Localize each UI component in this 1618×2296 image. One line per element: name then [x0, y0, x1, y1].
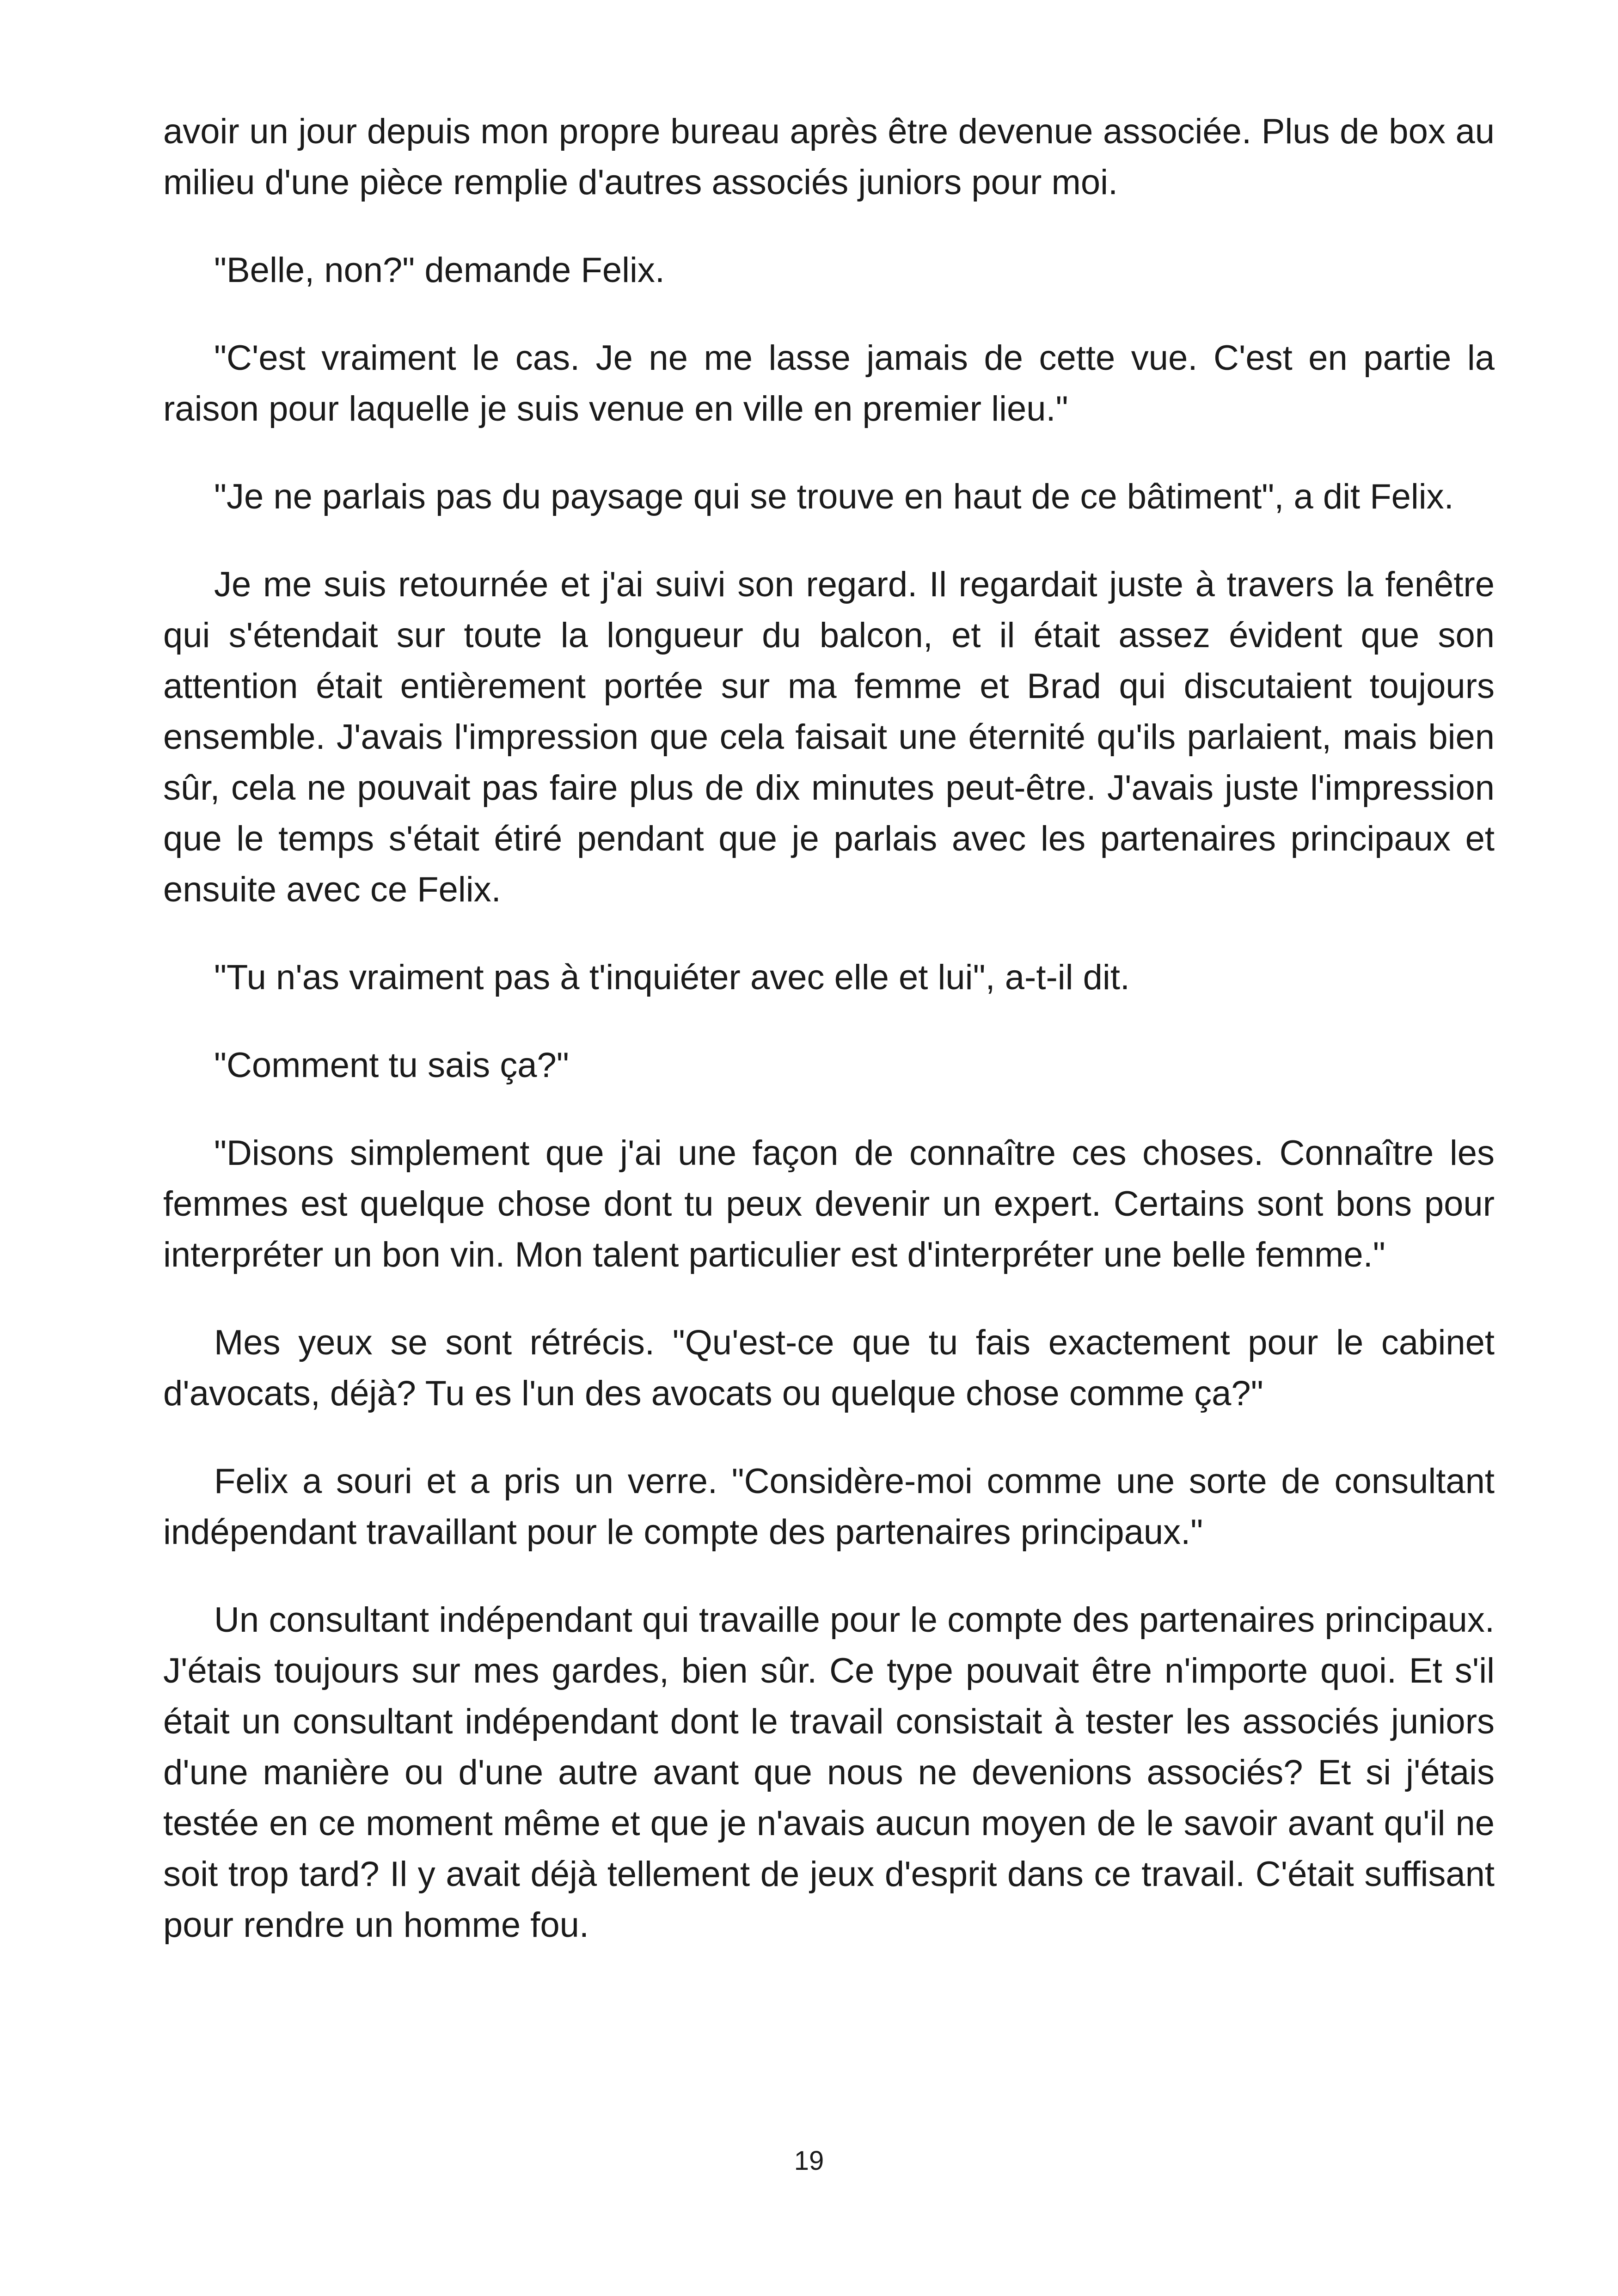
paragraph-narrative: Un consultant indépendant qui travaille pour le compte des partenaires principaux. J'étais toujours sur mes gardes, bien sûr. Ce type pouvait être n'importe quoi. Et s'il était un consultant indépendant dont le travail consistait à tester les associés juniors d'une manière ou d'une autre avant que nous ne devenions associés? Et si j'étais testée en ce moment même et que je n'avais aucun moyen de le savoir avant qu'il ne soit trop tard? Il y avait déjà tellement de jeux d'esprit dans ce travail. C'était suffisant pour rendre un homme fou.: [163, 1600, 1495, 1945]
paragraph-narrative: Mes yeux se sont rétrécis. "Qu'est-ce que tu fais exactement pour le cabinet d'avocats, déjà? Tu es l'un des avocats ou quelque chose comme ça?": [163, 1323, 1495, 1413]
paragraph-dialogue: "C'est vraiment le cas. Je ne me lasse jamais de cette vue. C'est en partie la raison pour laquelle je suis venue en ville en premier lieu.": [163, 338, 1495, 429]
paragraph-continuation: avoir un jour depuis mon propre bureau après être devenue associée. Plus de box au milieu d'une pièce remplie d'autres associés juniors pour moi.: [163, 112, 1495, 202]
paragraph-narrative: Je me suis retournée et j'ai suivi son regard. Il regardait juste à travers la fenêtre qui s'étendait sur toute la longueur du balcon, et il était assez évident que son attention était entièrement portée sur ma femme et Brad qui discutaient toujours ensemble. J'avais l'impression que cela faisait une éternité qu'ils parlaient, mais bien sûr, cela ne pouvait pas faire plus de dix minutes peut-être. J'avais juste l'impression que le temps s'était étiré pendant que je parlais avec les partenaires principaux et ensuite avec ce Felix.: [163, 565, 1495, 909]
paragraph-dialogue: "Tu n'as vraiment pas à t'inquiéter avec elle et lui", a-t-il dit.: [214, 958, 1130, 997]
paragraph-narrative: Felix a souri et a pris un verre. "Considère-moi comme une sorte de consultant indépendant travaillant pour le compte des partenaires principaux.": [163, 1462, 1495, 1552]
paragraph-dialogue: "Comment tu sais ça?": [214, 1046, 569, 1085]
paragraph-dialogue: "Belle, non?" demande Felix.: [214, 251, 665, 290]
page-number: 19: [794, 2146, 824, 2176]
paragraph-dialogue: "Disons simplement que j'ai une façon de connaître ces choses. Connaître les femmes est quelque chose dont tu peux devenir un expert. Certains sont bons pour interpréter un bon vin. Mon talent particulier est d'interpréter une belle femme.": [163, 1133, 1495, 1274]
paragraph-dialogue: "Je ne parlais pas du paysage qui se trouve en haut de ce bâtiment", a dit Felix.: [214, 477, 1454, 516]
document-body: [163, 106, 1495, 1988]
